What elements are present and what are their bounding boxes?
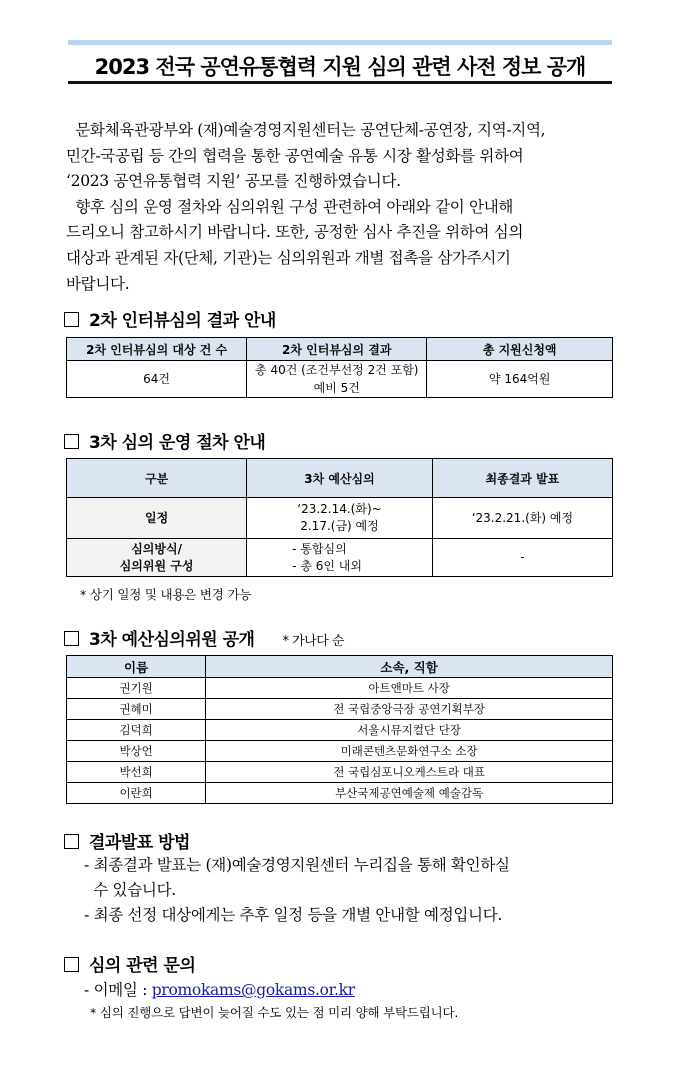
result-line: 총 40건 (조건부선정 2건 포함) <box>255 363 419 377</box>
member-name: 권기원 <box>67 678 206 699</box>
member-position: 부산국제공연예술제 예술감독 <box>206 783 613 804</box>
section-heading-text: 심의 관련 문의 <box>89 956 196 976</box>
checkbox-square-icon <box>64 957 79 972</box>
section-heading-interview <box>64 306 276 331</box>
schedule-note: * 상기 일정 및 내용은 변경 가능 <box>80 587 252 602</box>
table-header-row <box>67 656 613 678</box>
cell-line: 심의위원 구성 <box>119 558 194 573</box>
member-position: 전 국립중앙극장 공연기획부장 <box>206 699 613 720</box>
checkbox-square-icon <box>64 834 79 849</box>
announcement-line: - 최종결과 발표는 (재)예술경영지원센터 누리집을 통해 확인하실 <box>84 856 510 874</box>
column-header: 구분 <box>67 459 247 498</box>
column-header: 2차 인터뷰심의 결과 <box>247 338 427 361</box>
table-row <box>67 783 613 804</box>
section-heading-contact <box>64 951 195 976</box>
announcement-line: 수 있습니다. <box>84 881 176 899</box>
member-name: 박상언 <box>67 741 206 762</box>
table-header-row <box>67 459 613 498</box>
member-position: 미래콘텐츠문화연구소 소장 <box>206 741 613 762</box>
table-header-row <box>67 338 613 361</box>
table-row <box>67 720 613 741</box>
email-label: - 이메일 : <box>84 981 152 999</box>
table-row <box>67 699 613 720</box>
procedure-table <box>66 458 613 577</box>
section-heading-announcement <box>64 828 190 853</box>
section-heading-procedure <box>64 428 265 453</box>
interview-result <box>247 361 427 398</box>
table-row <box>67 678 613 699</box>
table-row <box>67 498 613 539</box>
column-header: 2차 인터뷰심의 대상 건 수 <box>67 338 247 361</box>
table-row <box>67 741 613 762</box>
email-link[interactable]: promokams@gokams.or.kr <box>151 981 355 999</box>
member-name: 이란희 <box>67 783 206 804</box>
intro-line: 향후 심의 운영 절차와 심의위원 구성 관련하여 아래와 같이 안내해 <box>66 197 514 216</box>
cell-line: ‘23.2.14.(화)~ <box>297 502 382 516</box>
intro-line: 바랍니다. <box>66 274 130 293</box>
table-row <box>67 762 613 783</box>
cell-line: - 통합심의 <box>292 541 347 556</box>
sort-note: * 가나다 순 <box>282 634 344 649</box>
member-position: 전 국립심포니오케스트라 대표 <box>206 762 613 783</box>
intro-paragraph <box>66 118 616 297</box>
contact-email-line <box>84 978 355 1003</box>
budget-schedule <box>247 498 433 539</box>
interview-result-table <box>66 337 613 398</box>
column-header: 최종결과 발표 <box>432 459 612 498</box>
announcement-line: - 최종 선정 대상에게는 추후 일정 등을 개별 안내할 예정입니다. <box>84 906 503 924</box>
intro-line: 대상과 관계된 자(단체, 기관)는 심의위원과 개별 접촉을 삼가주시기 <box>66 248 511 267</box>
intro-line: 민간-국공립 등 간의 협력을 통한 공연예술 유통 시장 활성화를 위하여 <box>66 146 524 165</box>
column-header: 총 지원신청액 <box>427 338 613 361</box>
checkbox-square-icon <box>64 631 79 646</box>
member-position: 서울시뮤지컬단 단장 <box>206 720 613 741</box>
section-heading-text: 2차 인터뷰심의 결과 안내 <box>89 311 276 331</box>
intro-line: 드리오니 참고하시기 바랍니다. 또한, 공정한 심사 추진을 위하여 심의 <box>66 223 524 242</box>
cell-line: - 총 6인 내외 <box>292 558 362 573</box>
cell-line: 2.17.(금) 예정 <box>300 519 379 533</box>
contact-note: * 심의 진행으로 답변이 늦어질 수도 있는 점 미리 양해 부탁드립니다. <box>90 1005 459 1020</box>
row-label <box>67 539 247 577</box>
member-position: 아트앤마트 사장 <box>206 678 613 699</box>
member-name: 김덕희 <box>67 720 206 741</box>
cell-line: 심의방식/ <box>131 541 182 556</box>
member-name: 권혜미 <box>67 699 206 720</box>
title-box <box>68 40 612 84</box>
section-heading-text: 3차 예산심의위원 공개 <box>89 630 255 650</box>
committee-table <box>66 655 613 804</box>
total-amount: 약 164억원 <box>427 361 613 398</box>
result-line: 예비 5건 <box>313 381 360 395</box>
section-heading-text: 3차 심의 운영 절차 안내 <box>89 433 266 453</box>
table-row <box>67 361 613 398</box>
budget-method <box>247 539 433 577</box>
intro-line: 문화체육관광부와 (재)예술경영지원센터는 공연단체-공연장, 지역-지역, <box>66 121 546 139</box>
checkbox-square-icon <box>64 434 79 449</box>
table-row <box>67 539 613 577</box>
page-title: 2023 전국 공연유통협력 지원 심의 관련 사전 정보 공개 <box>94 55 586 79</box>
checkbox-square-icon <box>64 312 79 327</box>
section-heading-committee <box>64 625 344 650</box>
row-label: 일정 <box>67 498 247 539</box>
final-schedule: ‘23.2.21.(화) 예정 <box>432 498 612 539</box>
intro-line: ‘2023 공연유통협력 지원’ 공모를 진행하였습니다. <box>66 172 401 191</box>
interview-count: 64건 <box>67 361 247 398</box>
section-heading-text: 결과발표 방법 <box>89 833 190 853</box>
final-method: - <box>432 539 612 577</box>
column-header: 3차 예산심의 <box>247 459 433 498</box>
member-name: 박선희 <box>67 762 206 783</box>
column-header: 소속, 직함 <box>206 656 613 678</box>
column-header: 이름 <box>67 656 206 678</box>
